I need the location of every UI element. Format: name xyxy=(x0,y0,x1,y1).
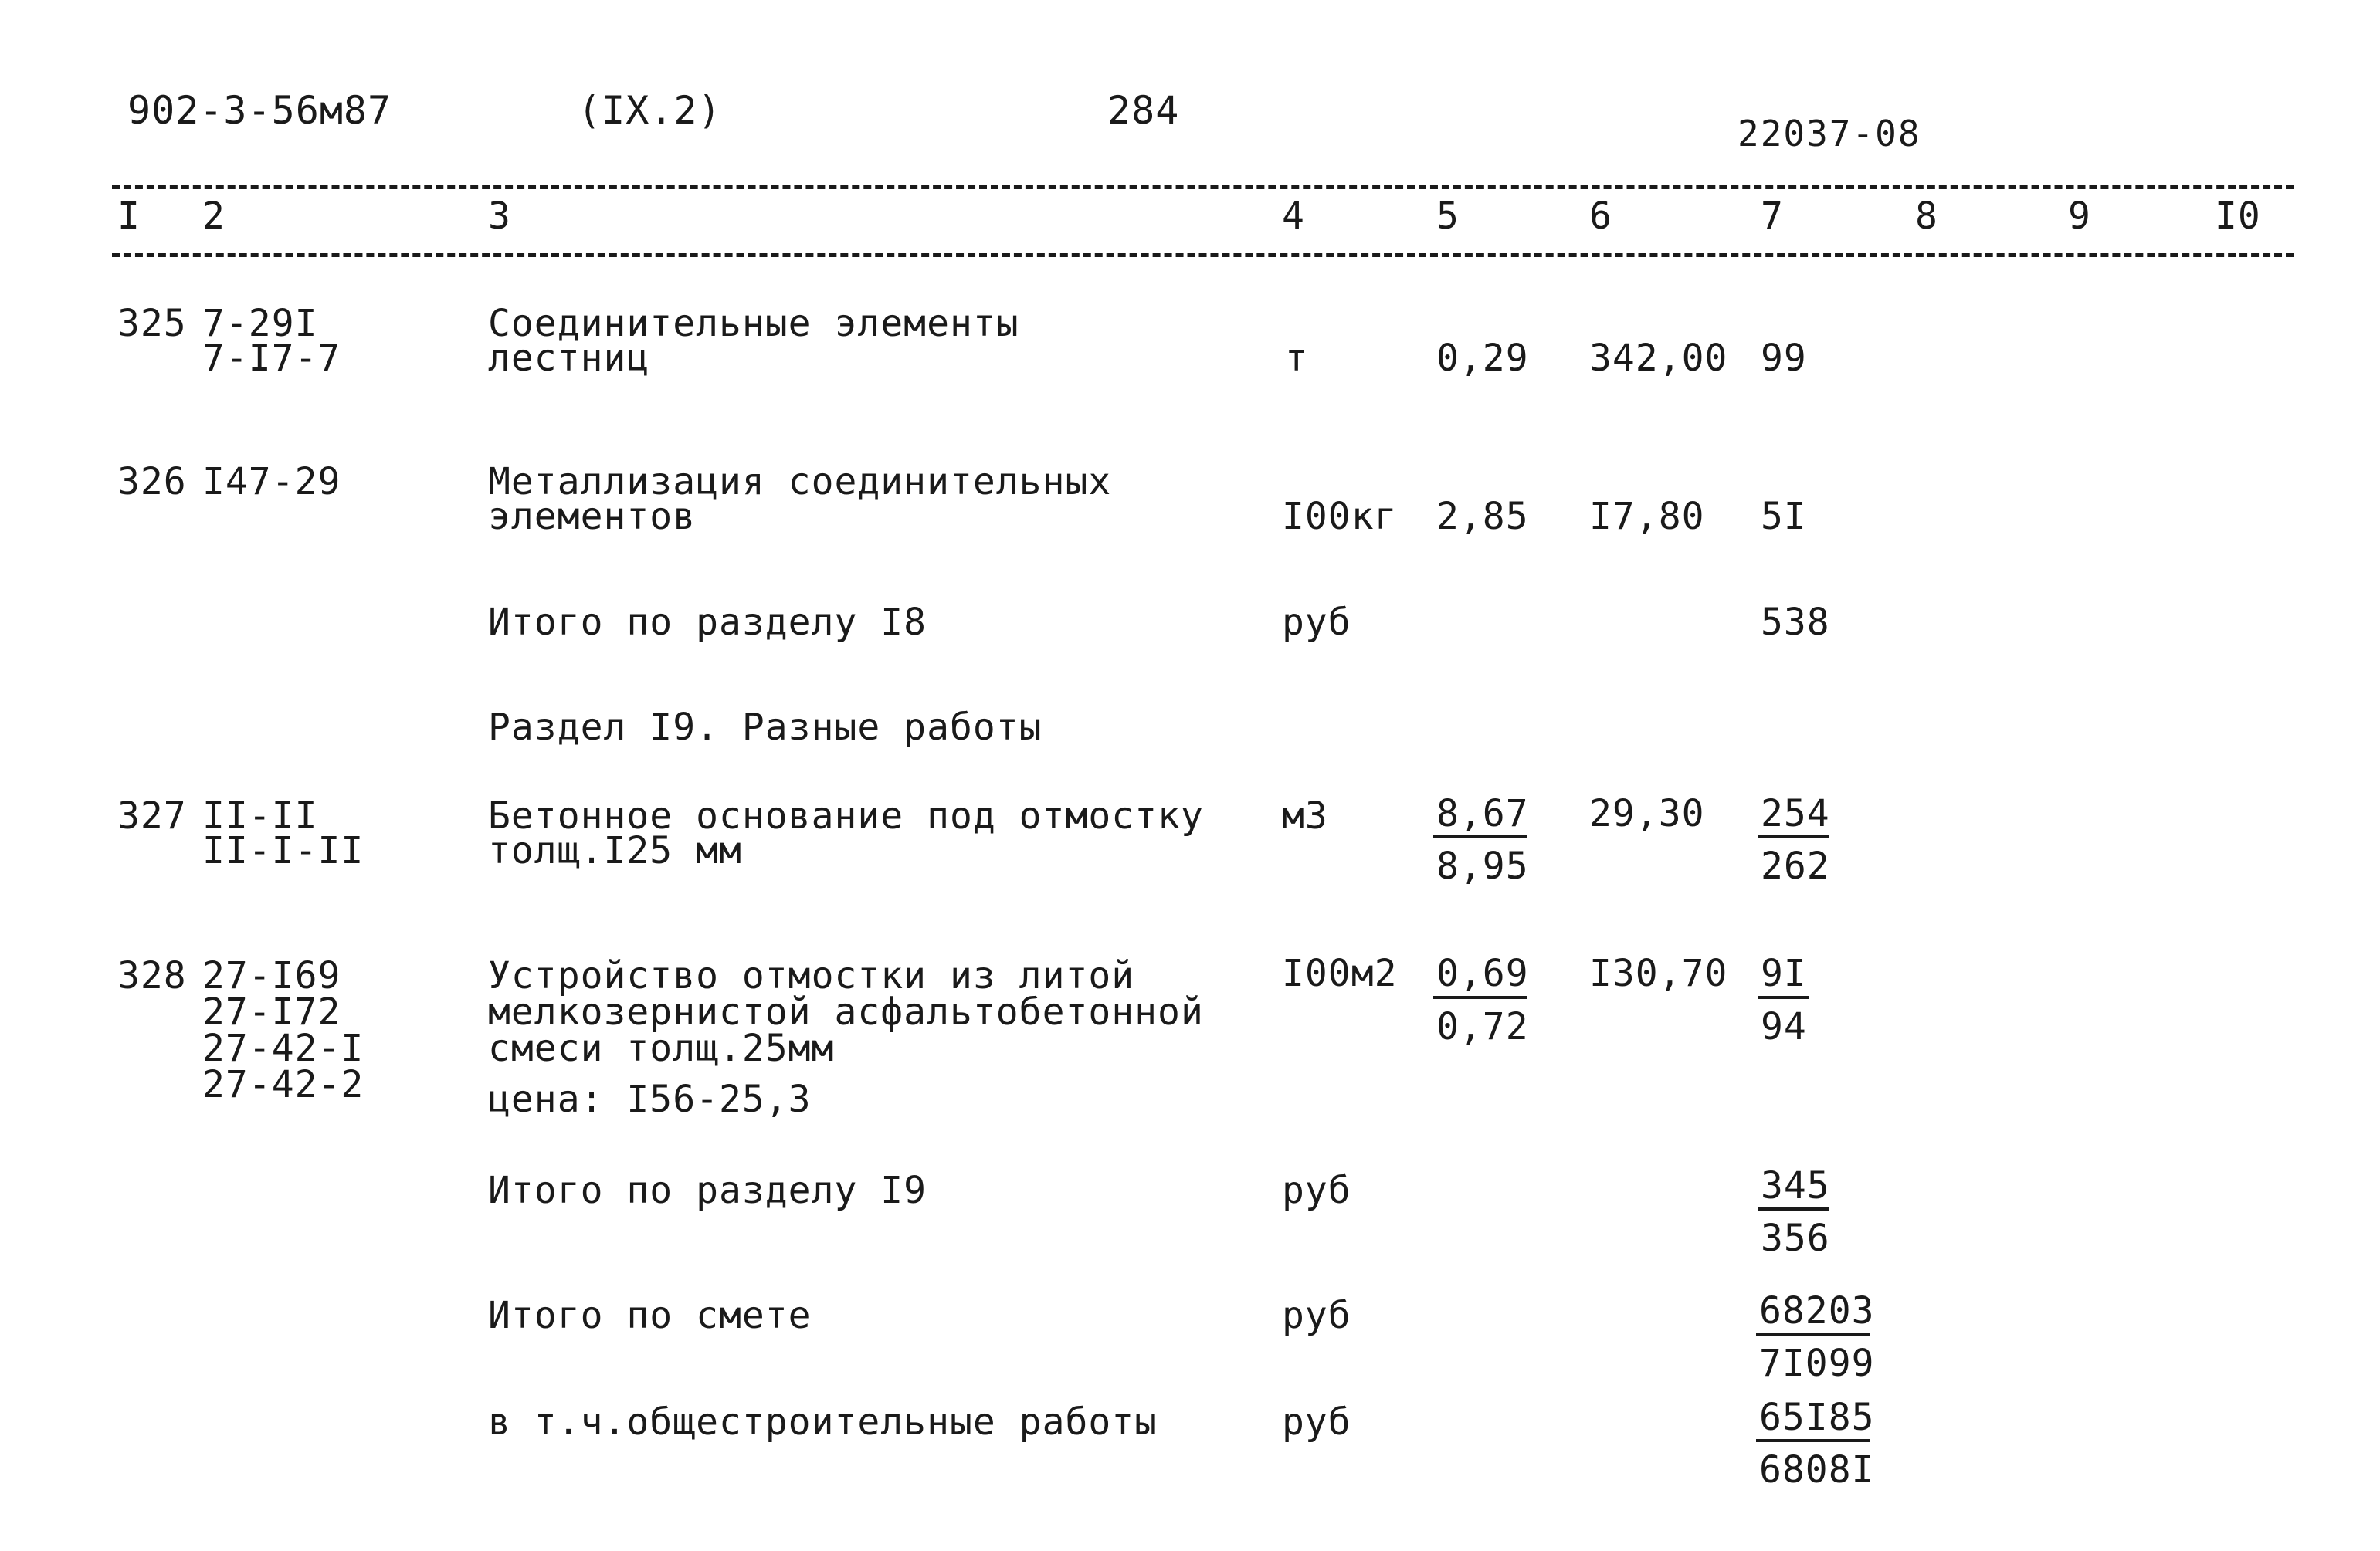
unit: т xyxy=(1285,337,1308,380)
work-description: элементов xyxy=(488,495,697,538)
total-cost-estimated: 254 xyxy=(1761,792,1830,835)
work-description: мелкозернистой асфальтобетонной xyxy=(488,991,1204,1034)
work-description: смеси толщ.25мм xyxy=(488,1027,835,1070)
column-header-5: 5 xyxy=(1436,195,1460,238)
norm-code: 27-42-I xyxy=(202,1027,364,1070)
total-cost: 99 xyxy=(1761,337,1807,380)
header-top-rule xyxy=(112,185,2294,189)
unit-price: I7,80 xyxy=(1589,495,1705,538)
row-number: 328 xyxy=(117,954,187,997)
fraction-rule xyxy=(1756,1439,1870,1442)
unit-price: 342,00 xyxy=(1589,337,1728,380)
unit-price: 29,30 xyxy=(1589,792,1705,835)
work-description: толщ.I25 мм xyxy=(488,829,742,872)
general-works-label: в т.ч.общестроительные работы xyxy=(488,1400,1158,1444)
column-header-9: 9 xyxy=(2068,195,2091,238)
norm-code: II-II xyxy=(202,794,318,838)
total-cost-adjusted: 6808I xyxy=(1759,1448,1875,1492)
fraction-rule xyxy=(1758,835,1829,838)
unit: руб xyxy=(1282,1294,1351,1337)
section-code: (IX.2) xyxy=(578,88,722,133)
fraction-rule xyxy=(1758,996,1809,999)
total-cost-adjusted: 94 xyxy=(1761,1005,1807,1048)
unit-price: I30,70 xyxy=(1589,952,1728,995)
total-cost-adjusted: 262 xyxy=(1761,845,1830,888)
total-cost-adjusted: 356 xyxy=(1761,1217,1830,1260)
total-cost: 538 xyxy=(1761,601,1830,644)
unit: I00кг xyxy=(1282,495,1398,538)
fraction-rule xyxy=(1756,1333,1870,1336)
work-description: Соединительные элементы xyxy=(488,302,1019,345)
quantity-estimated: 8,67 xyxy=(1436,792,1529,835)
work-description: лестниц xyxy=(488,337,650,380)
norm-code: II-I-II xyxy=(202,829,364,872)
total-cost-estimated: 9I xyxy=(1761,952,1807,995)
fraction-rule xyxy=(1433,996,1527,999)
column-header-3: 3 xyxy=(488,195,511,238)
unit: м3 xyxy=(1282,794,1328,838)
total-cost-adjusted: 7I099 xyxy=(1759,1342,1875,1385)
fraction-rule xyxy=(1433,835,1527,838)
column-header-7: 7 xyxy=(1761,195,1784,238)
section-title: Раздел I9. Разные работы xyxy=(488,706,1043,749)
norm-code: 7-I7-7 xyxy=(202,337,341,380)
quantity: 2,85 xyxy=(1436,495,1529,538)
norm-code: 27-42-2 xyxy=(202,1063,364,1106)
column-header-8: 8 xyxy=(1915,195,1938,238)
column-header-10: I0 xyxy=(2215,195,2261,238)
document-code: 902-3-56м87 xyxy=(127,88,392,133)
total-cost-estimated: 68203 xyxy=(1759,1289,1875,1333)
row-number: 327 xyxy=(117,794,187,838)
column-header-4: 4 xyxy=(1282,195,1305,238)
archive-stamp: 22037-08 xyxy=(1738,113,1921,154)
estimate-total-label: Итого по смете xyxy=(488,1294,812,1337)
page-number: 284 xyxy=(1107,88,1180,133)
norm-code: 27-I69 xyxy=(202,954,341,997)
unit: руб xyxy=(1282,601,1351,644)
unit: I00м2 xyxy=(1282,952,1398,995)
subtotal-label: Итого по разделу I9 xyxy=(488,1169,927,1212)
column-header-6: 6 xyxy=(1589,195,1612,238)
quantity: 0,29 xyxy=(1436,337,1529,380)
price-note: цена: I56-25,3 xyxy=(488,1078,812,1121)
total-cost-estimated: 345 xyxy=(1761,1164,1830,1207)
column-header-1: I xyxy=(117,195,141,238)
norm-code: 27-I72 xyxy=(202,991,341,1034)
quantity-adjusted: 8,95 xyxy=(1436,845,1529,888)
row-number: 326 xyxy=(117,460,187,503)
header-bottom-rule xyxy=(112,253,2294,257)
work-description: Металлизация соединительных xyxy=(488,460,1112,503)
total-cost: 5I xyxy=(1761,495,1807,538)
total-cost-estimated: 65I85 xyxy=(1759,1396,1875,1439)
unit: руб xyxy=(1282,1400,1351,1444)
quantity-adjusted: 0,72 xyxy=(1436,1005,1529,1048)
subtotal-label: Итого по разделу I8 xyxy=(488,601,927,644)
row-number: 325 xyxy=(117,302,187,345)
unit: руб xyxy=(1282,1169,1351,1212)
column-header-2: 2 xyxy=(202,195,225,238)
work-description: Устройство отмостки из литой xyxy=(488,954,1135,997)
norm-code: 7-29I xyxy=(202,302,318,345)
work-description: Бетонное основание под отмостку xyxy=(488,794,1204,838)
quantity-estimated: 0,69 xyxy=(1436,952,1529,995)
norm-code: I47-29 xyxy=(202,460,341,503)
fraction-rule xyxy=(1758,1207,1829,1211)
